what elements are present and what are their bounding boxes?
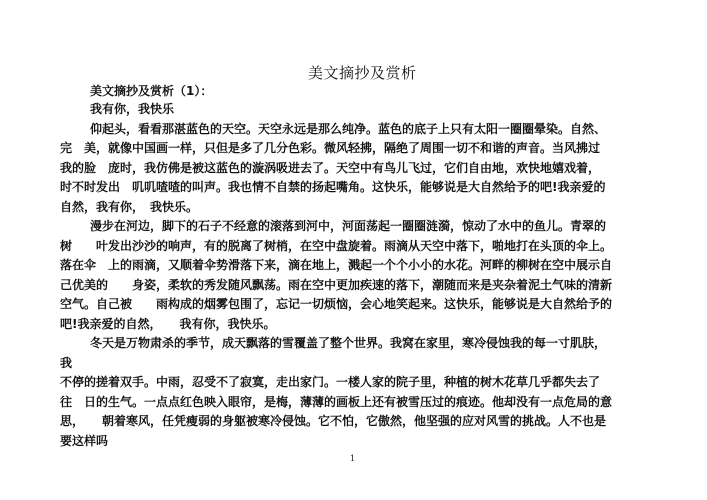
paragraph-line: 我 — [60, 355, 73, 370]
paragraph-line: 冬天是万物肃杀的季节，成天飘落的雪覆盖了整个世界。我窝在家里，寒冷侵蚀我的每一寸肌肤， — [90, 336, 607, 350]
paragraph-line: 落在伞 上的雨滴，又顺着伞势滑落下来，滴在地上，溅起一个个小小的水花。河畔的柳树在空中展示自 — [60, 258, 613, 272]
paragraph-line: 漫步在河边，脚下的石子不经意的滚落到河中，河面荡起一圈圈涟漪，惊动了水中的鱼儿。青翠的 — [90, 219, 607, 233]
paragraph-line: 树 叶发出沙沙的响声，有的脱离了树梢，在空中盘旋着。雨滴从天空中落下，啪地打在头顶的伞上。 — [60, 238, 613, 253]
paragraph-line: 自然，我有你， 我快乐。 — [60, 199, 199, 214]
paragraph-line: 吧!我亲爱的自然， 我有你，我快乐。 — [60, 316, 276, 331]
page-number: 1 — [350, 454, 356, 463]
paragraph-line: 时不时发出 叽叽喳喳的叫声。我也情不自禁的扬起嘴角。这快乐，能够说是大自然给予的吧!我亲爱的 — [60, 180, 606, 194]
document-title: 美文摘抄及赏析 — [308, 64, 417, 82]
paragraph-line: 往 日的生气。一点点红色映入眼帘，是梅，薄薄的画板上还有被雪压过的痕迹。他却没有一点危局的意 — [60, 394, 613, 409]
paragraph-line: 要这样吗 — [60, 433, 109, 448]
paragraph-line: 我的脸 庞时，我仿佛是被这蓝色的漩涡吸进去了。天空中有鸟儿飞过，它们自由地，欢快地嬉戏着， — [60, 160, 601, 175]
section-heading: 我有你，我快乐 — [90, 102, 175, 116]
paragraph-line: 空气。自己被 雨构成的烟雾包围了，忘记一切烦恼，会心地笑起来。这快乐，能够说是大自然给予的 — [60, 297, 613, 311]
paragraph-line: 己优美的 身姿，柔软的秀发随风飘荡。雨在空中更加疾速的落下，潮随而来是夹杂着泥土气味的清新 — [60, 277, 613, 292]
document-subtitle: 美文摘抄及赏析（1）： — [90, 84, 213, 98]
paragraph-line: 仰起头，看看那湛蓝色的天空。天空永远是那么纯净。蓝色的底子上只有太阳一圈圈晕染。自然、 — [90, 121, 607, 136]
document-body — [60, 100, 650, 451]
paragraph-line: 完 美，就像中国画一样，只但是多了几分色彩。微风轻拂，隔绝了周围一切不和谐的声音。当风拂过 — [60, 141, 601, 155]
paragraph-line: 思， 朝着寒风，任凭瘦弱的身躯被寒冷侵蚀。它不怕，它傲然，他坚强的应对风雪的挑战。人不也是 — [60, 414, 607, 428]
paragraph-line: 不停的搓着双手。中雨，忍受不了寂寞，走出家门。一楼人家的院子里，种植的树木花草几乎都失去了 — [60, 375, 601, 389]
